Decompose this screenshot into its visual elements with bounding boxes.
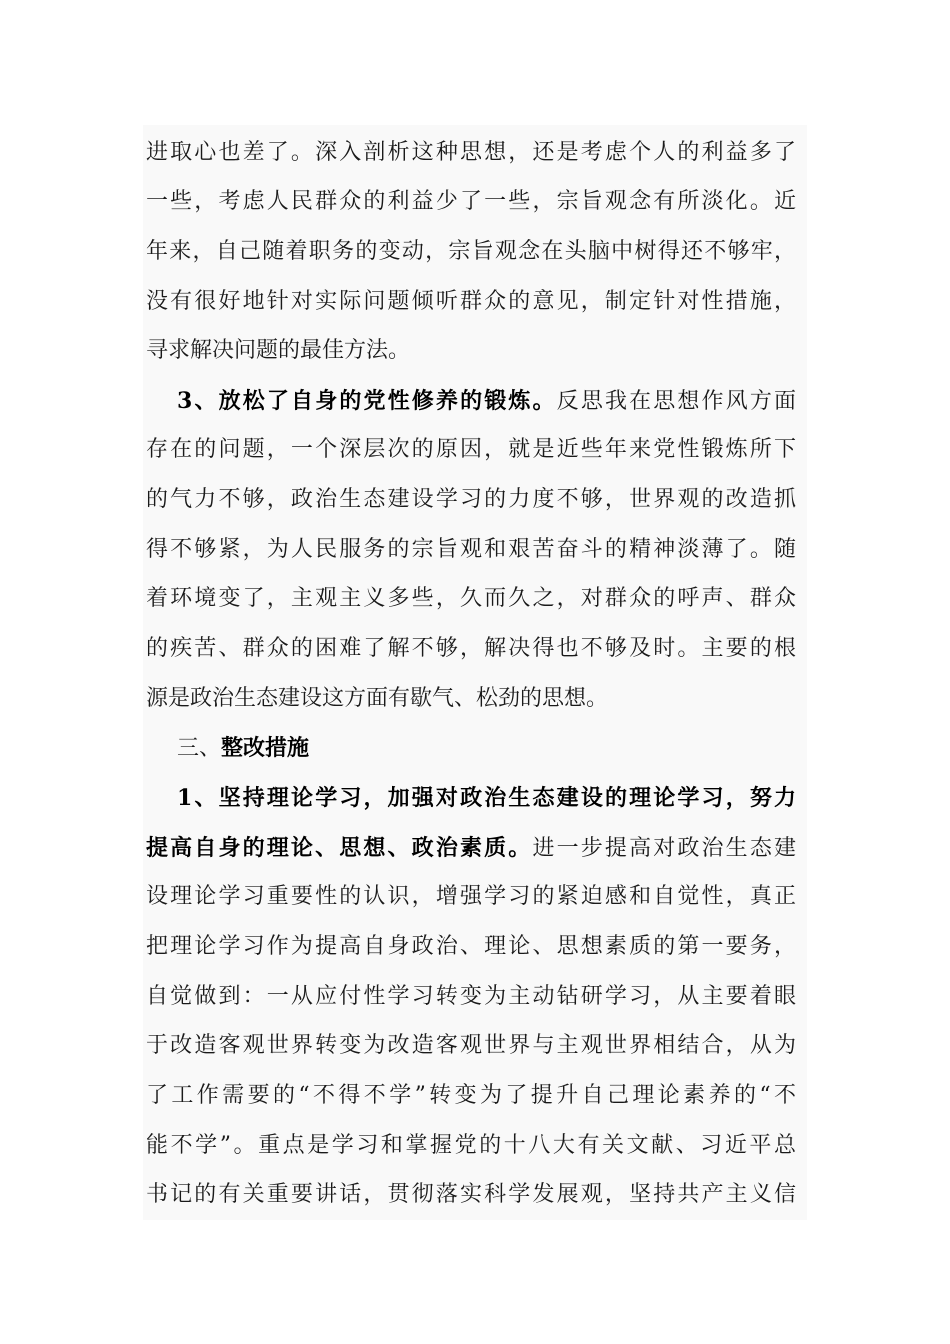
paragraph-line: 存在的问题，一个深层次的原因，就是近些年来党性锻炼所下 [146, 437, 796, 462]
section-heading-title: 整改措施 [221, 735, 310, 761]
paragraph-line: 进取心也差了。深入剖析这种思想，还是考虑个人的利益多了 [146, 140, 796, 165]
paragraph-first-line [146, 376, 796, 426]
regular-text: 进一步提高对政治生态建 [532, 836, 796, 861]
bold-lead-text: 1、坚持理论学习，加强对政治生态建设的理论学习，努力 [177, 785, 796, 811]
paragraph-line: 自觉做到：一从应付性学习转变为主动钻研学习，从主要着眼 [146, 984, 796, 1009]
paragraph-line: 于改造客观世界转变为改造客观世界与主观世界相结合，从为 [146, 1033, 796, 1058]
bold-lead-text: 提高自身的理论、思想、政治素质。 [146, 835, 533, 861]
section-heading [146, 723, 796, 773]
paragraph-line [146, 823, 796, 873]
regular-text: 反思我在思想作风方面 [556, 389, 796, 414]
paragraph-line: 源是政治生态建设这方面有歇气、松劲的思想。 [146, 686, 609, 711]
section-heading-prefix: 三、 [177, 736, 222, 761]
paragraph-line: 一些，考虑人民群众的利益少了一些，宗旨观念有所淡化。近 [146, 189, 796, 214]
paragraph-line: 得不够紧，为人民服务的宗旨观和艰苦奋斗的精神淡薄了。随 [146, 537, 796, 562]
bold-lead-text: 3、放松了自身的党性修养的锻炼。 [177, 388, 557, 414]
paragraph-line: 着环境变了，主观主义多些，久而久之，对群众的呼声、群众 [146, 586, 796, 611]
paragraph-line: 书记的有关重要讲话，贯彻落实科学发展观，坚持共产主义信 [146, 1182, 796, 1207]
paragraph-line: 能不学”。重点是学习和掌握党的十八大有关文献、习近平总 [146, 1133, 796, 1158]
paragraph-line: 设理论学习重要性的认识，增强学习的紧迫感和自觉性，真正 [146, 884, 796, 909]
paragraph-line: 没有很好地针对实际问题倾听群众的意见，制定针对性措施， [146, 289, 796, 314]
paragraph-line: 的疾苦、群众的困难了解不够，解决得也不够及时。主要的根 [146, 636, 796, 661]
paragraph-line: 了工作需要的“不得不学”转变为了提升自己理论素养的“不 [146, 1083, 796, 1108]
paragraph-line: 寻求解决问题的最佳方法。 [146, 338, 411, 363]
paragraph-first-line [146, 773, 796, 823]
paragraph-line: 把理论学习作为提高自身政治、理论、思想素质的第一要务， [146, 934, 796, 959]
paragraph-line: 的气力不够，政治生态建设学习的力度不够，世界观的改造抓 [146, 487, 796, 512]
paragraph-line: 年来，自己随着职务的变动，宗旨观念在头脑中树得还不够牢， [146, 239, 796, 264]
